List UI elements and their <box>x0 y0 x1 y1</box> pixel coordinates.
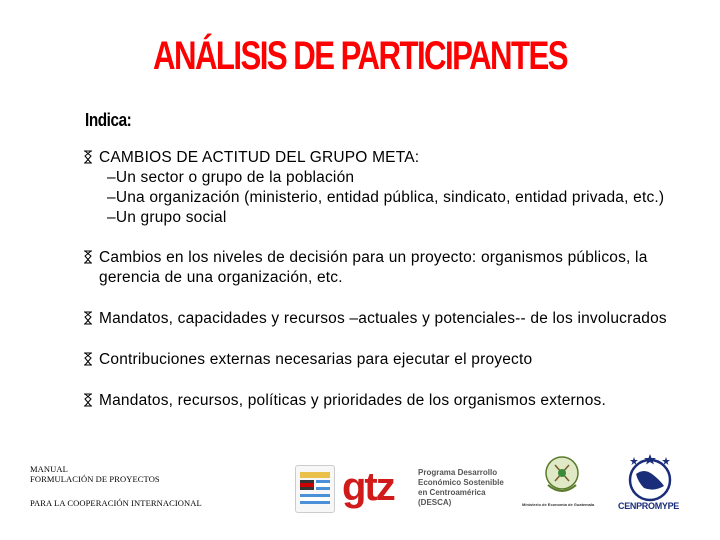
coat-of-arms-icon <box>527 445 597 501</box>
bullet-item <box>83 350 703 370</box>
section-subtitle: Indica: <box>85 110 132 130</box>
gtz-logo: gtz <box>342 465 394 509</box>
sub-item: –Un sector o grupo de la población <box>107 169 355 186</box>
bullet-text: Mandatos, recursos, políticas y prioridades de los organismos externos. <box>99 392 606 409</box>
hourglass-icon <box>83 250 93 264</box>
globe-icon <box>614 452 686 502</box>
page-title: ANÁLISIS DE PARTICIPANTES <box>152 34 568 78</box>
flags-icon <box>296 466 334 512</box>
hourglass-icon <box>83 352 93 366</box>
bullet-item <box>83 309 703 329</box>
desca-logo <box>418 468 528 512</box>
bullet-item <box>83 148 703 228</box>
seal-caption: Ministerio de Economía de Guatemala <box>522 502 595 507</box>
desca-line: en Centroamérica <box>418 488 486 497</box>
desca-line: Económico Sostenible <box>418 478 504 487</box>
footer-cooperacion: PARA LA COOPERACIÓN INTERNACIONAL <box>30 498 202 508</box>
bullet-text: Cambios en los niveles de decisión para un proyecto: organismos públicos, la gerencia de una organización, etc. <box>99 249 648 286</box>
bullet-text: Mandatos, capacidades y recursos –actuales y potenciales-- de los involucrados <box>99 310 667 327</box>
bullet-item <box>83 248 703 288</box>
desca-line: (DESCA) <box>418 498 452 507</box>
bullet-text: CAMBIOS DE ACTITUD DEL GRUPO META: <box>99 149 420 166</box>
cenpromype-label: CENPROMYPE <box>618 501 680 511</box>
sub-item: –Una organización (ministerio, entidad pública, sindicato, entidad privada, etc.) <box>107 189 665 206</box>
footer-manual: MANUAL <box>30 464 68 474</box>
bullet-text: Contribuciones externas necesarias para ejecutar el proyecto <box>99 351 533 368</box>
bullet-item <box>83 391 703 411</box>
hourglass-icon <box>83 393 93 407</box>
desca-line: Programa Desarrollo <box>418 468 498 477</box>
cooperation-logo <box>295 465 335 513</box>
footer-formulacion: FORMULACIÓN DE PROYECTOS <box>30 474 160 484</box>
hourglass-icon <box>83 311 93 325</box>
sub-item: –Un grupo social <box>107 209 227 226</box>
hourglass-icon <box>83 150 93 164</box>
